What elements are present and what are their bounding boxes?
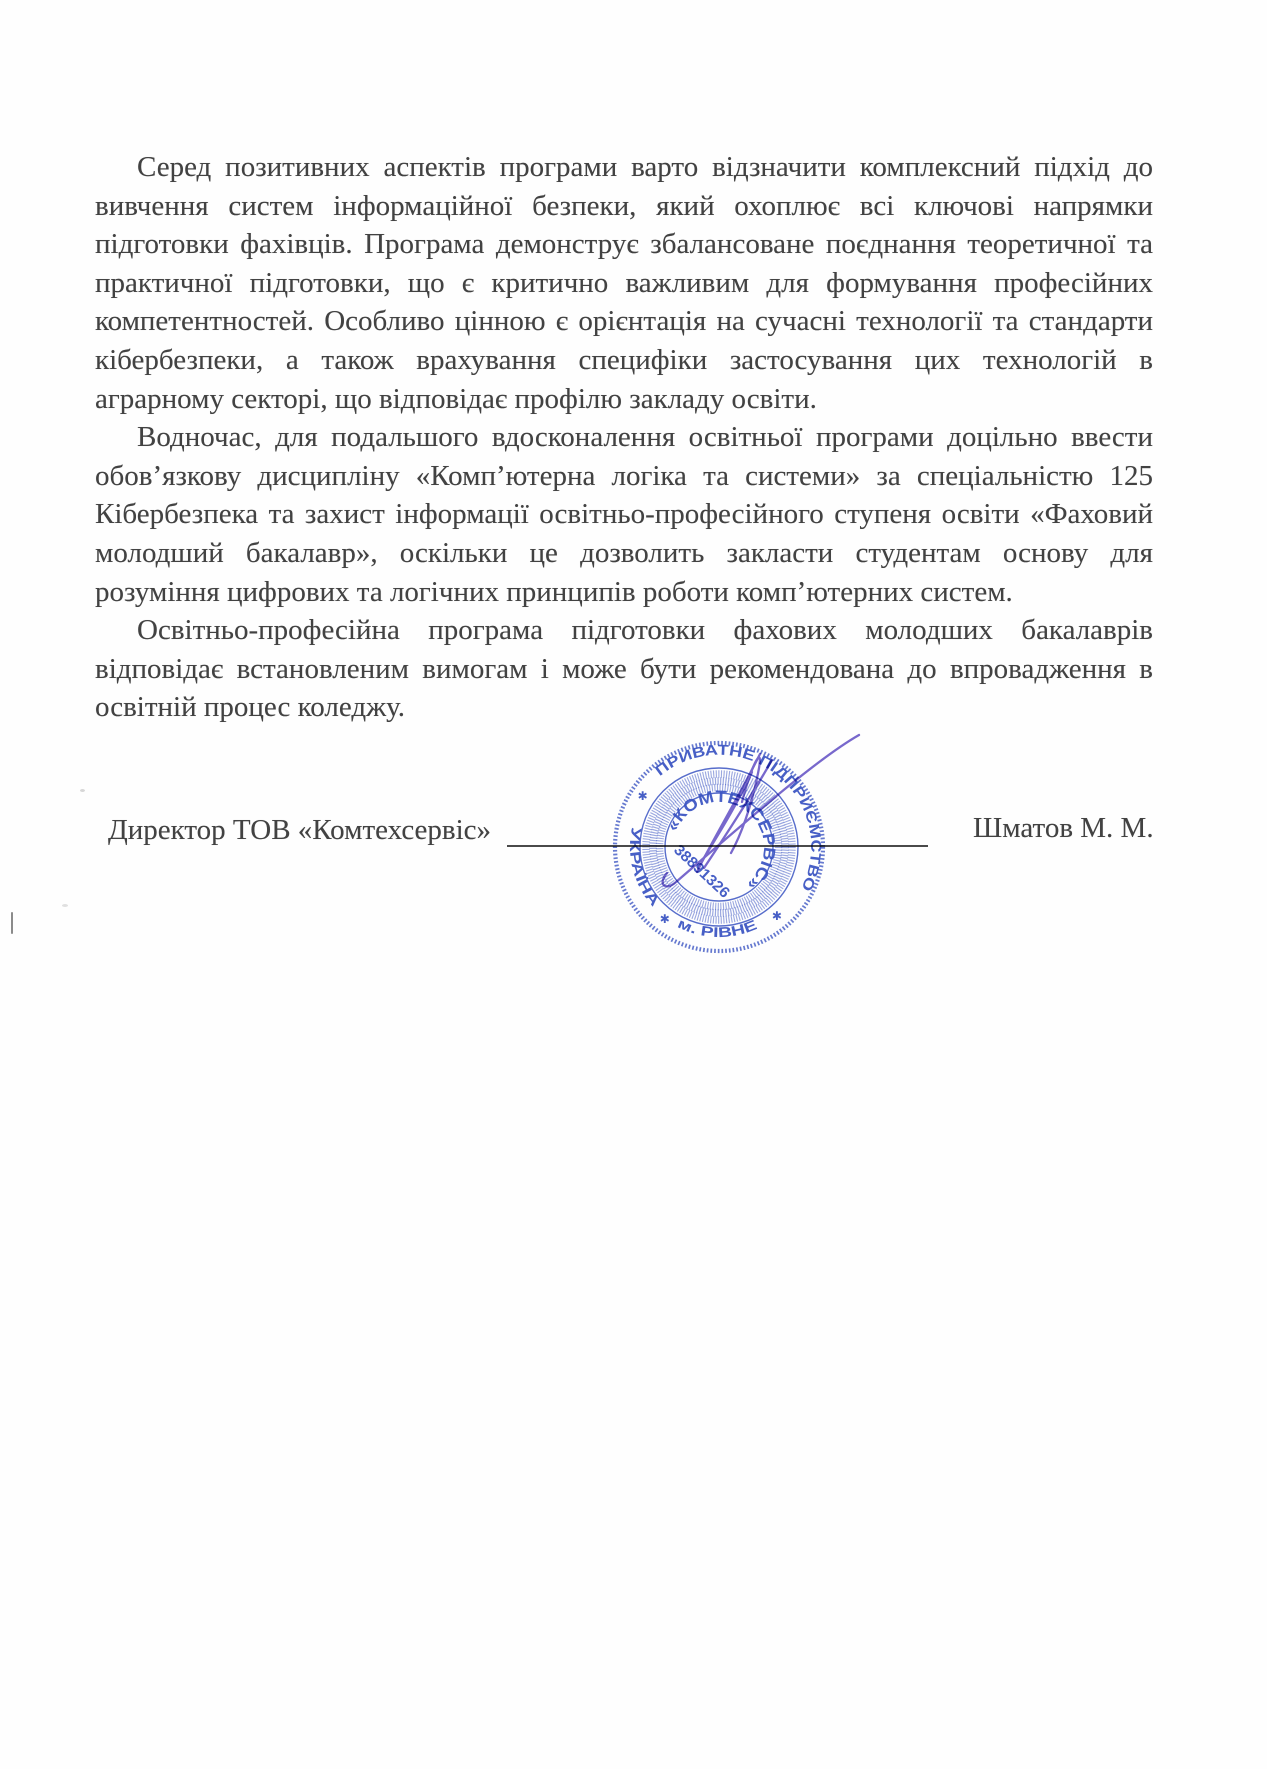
stamp-company-name: «КОМТЕХСЕРВІС» [663, 787, 779, 893]
handwritten-signature [555, 695, 895, 925]
body-paragraph: Освітньо-професійна програма підготовки фахових молодших бакалаврів відповідає встановленим вимогам і може бути рекомендована до впровадження в освітній процес коледжу. [95, 614, 1153, 724]
stamp-code: 38891326 [670, 841, 731, 900]
scan-artifact-tick [11, 912, 13, 934]
scan-artifact-speck [62, 904, 68, 907]
star-icon: ✱ [637, 789, 648, 803]
star-icon: ✱ [771, 909, 782, 923]
star-icon: ✱ [659, 912, 670, 926]
stamp-outer-text-left: УКРАЇНА [626, 826, 661, 906]
stamp-outer-text-bottom: м. РІВНЕ [675, 914, 756, 941]
stamp-outer-text-top: ПРИВАТНЕ ПІДПРИЄМСТВО [652, 742, 824, 891]
body-paragraph: Серед позитивних аспектів програми варто відзначити комплексний підхід до вивчення систем інформаційної безпеки, який охоплює всі ключові напрямки підготовки фахівців. Програма демонструє збалансоване поєднання теоретичної та практичної підготовки, що є критично важливим для формування професійних компетентностей. Особливо цінною є орієнтація на сучасні технології та стандарти кібербезпеки, а також врахування специфіки застосування цих технологій в аграрному секторі, що відповідає профілю закладу освіти. [95, 151, 1153, 415]
signer-name: Шматов М. М. [973, 812, 1154, 844]
body-paragraph: Водночас, для подальшого вдосконалення освітньої програми доцільно ввести обов’язкову дисципліну «Комп’ютерна логіка та системи» за спеціальністю 125 Кібербезпека та захист інформації освітньо-професійного ступеня освіти «Фаховий молодший бакалавр», оскільки це дозволить закласти студентам основу для розуміння цифрових та логічних принципів роботи комп’ютерних систем. [95, 421, 1153, 608]
signature-strokes [663, 735, 859, 886]
scan-artifact-speck [80, 789, 85, 792]
letter-body [95, 148, 1153, 727]
signer-role-label: Директор ТОВ «Комтехсервіс» [108, 814, 492, 846]
